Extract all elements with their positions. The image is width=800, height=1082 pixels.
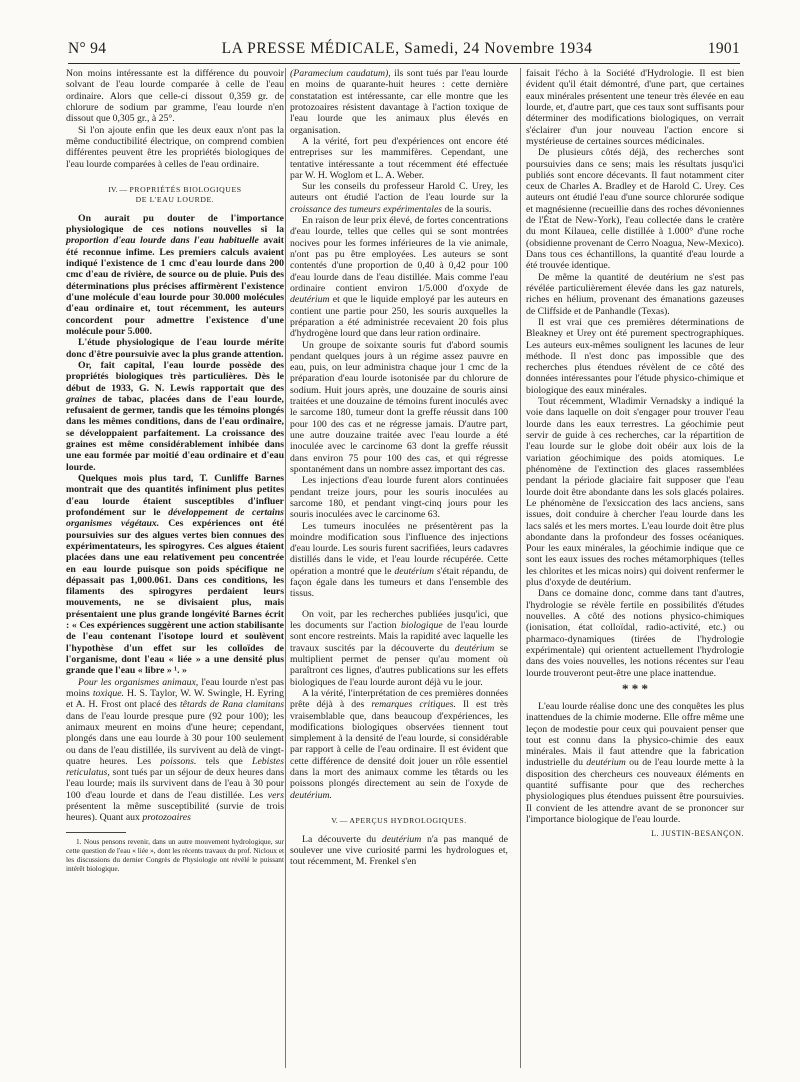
section-separator-stars: * * * (622, 680, 648, 696)
paragraph: Dans ce domaine donc, comme dans tant d'autres, l'hydrologie se révèle fertile en possibilités d'études nouvelles. A côté des notions physico-chimiques (ionisation, état colloïdal, radio-activité, etc.) ou pharmaco-dynamiques (tirées de l'hydrologie expérimentale) qui orientent actuellement l'hydrologie dans des voies nouvelles, les notions récentes sur l'eau lourde trouveront peut-être une place inattendue. (526, 588, 744, 679)
journal-title: LA PRESSE MÉDICALE, Samedi, 24 Novembre 1934 (221, 40, 593, 57)
paragraph: Les tumeurs inoculées ne présentèrent pas la moindre modification sous l'influence des injections d'eau lourde. Les souris furent sacrifiées, leurs cadavres distillés dans le vide, et l'eau lourde récupérée. Cette opération a montré que le deutérium s'était répandu, de façon égale dans les tumeurs et dans l'ensemble des tissus. (290, 520, 508, 600)
page-number: 1901 (707, 40, 740, 57)
section-heading-v: V. — APERÇUS HYDROLOGIQUES. (331, 816, 467, 825)
paragraph: Si l'on ajoute enfin que les deux eaux n'ont pas la même conductibilité électrique, on comprend combien différentes peuvent être les propriétés biologiques de l'eau lourde comparées à celles de l'eau ordinaire. (66, 124, 284, 170)
footnote-rule (66, 832, 126, 833)
paragraph: faisait l'écho à la Société d'Hydrologie. Il est bien évident qu'il était démontré, d'une part, que certaines eaux minérales présentent une teneur très élevée en eau lourde, et, d'autre part, que ces taux sont suffisants pour déterminer des modifications biologiques, on verrait s'éclairer d'un jour nouveau l'action encore si mystérieuse de certaines sources médicinales. (526, 68, 744, 147)
paragraph: On voit, par les recherches publiées jusqu'ici, que les documents sur l'action biologique de l'eau lourde sont encore restreints. Mais la rapidité avec laquelle les travaux suscités par la découverte du deutérium se multiplient permet de penser qu'au moment où paraîtront ces lignes, d'autres publications sur les effets biologiques de l'eau lourde auront déjà vu le jour. (290, 608, 509, 688)
paragraph: L'étude physiologique de l'eau lourde mérite donc d'être poursuivie avec la plus grande attention. (66, 337, 284, 360)
paragraph: Or, fait capital, l'eau lourde possède des propriétés biologiques très particulières. Dès le début de 1933, G. N. Lewis rapportait que des graines de tabac, placées dans de l'eau lourde, refusaient de germer, tandis que les témoins plongés dans les mêmes conditions, dans de l'eau ordinaire, se développaient parfaitement. La croissance des graines est même considérablement inhibée dans une eau formée par moitié d'eau ordinaire et d'eau lourde. (66, 359, 284, 473)
column-1 (66, 68, 284, 873)
issue-number: N° 94 (68, 40, 107, 57)
paragraph: A la vérité, l'interprétation de ces premières données prête déjà à des remarques critiques. Il est très vraisemblable que, dans beaucoup d'expériences, les modifications biologiques observées tiennent tout simplement à la densité de l'eau lourde, si considérable par rapport à celle de l'eau ordinaire. Il est évident que cette différence de densité doit jouer un rôle essentiel dans la mort des animaux comme les têtards ou les poissons plongés directement au sein de l'oxyde de deutérium. (290, 687, 508, 801)
paragraph: (Paramecium caudatum), ils sont tués par l'eau lourde en moins de quarante-huit heures : cette dernière constatation est intéressante, car elle montre que les protozoaires résistent davantage à l'action toxique de l'eau lourde que les animaux plus élevés en organisation. (290, 68, 508, 136)
section-heading-iv: IV. — PROPRIÉTÉS BIOLOGIQUES DE L'EAU LOURDE. (108, 184, 242, 205)
paragraph: Pour les organismes animaux, l'eau lourde n'est pas moins toxique. H. S. Taylor, W. W. Swingle, H. Eyring et A. H. Frost ont placé des têtards de Rana clamitans dans de l'eau lourde presque pure (92 pour 100); les animaux meurent en moins d'une heure; cependant, plongés dans une eau lourde à 30 pour 100 seulement ou dans de l'eau distillée, ils survivent au delà de vingt-quatre heures. Les poissons. tels que Lebistes reticulatus, sont tués par un séjour de deux heures dans l'eau lourde; mais ils survivent dans de l'eau à 30 pour 100 d'eau lourde et dans de l'eau distillée. Les vers présentent la même susceptibilité (survie de trois heures). Quant aux protozoaires (66, 676, 285, 824)
paragraph: La découverte du deutérium n'a pas manqué de soulever une vive curiosité parmi les hydrologues et, tout récemment, M. Frenkel s'en (290, 833, 508, 868)
footnote: 1. Nous pensons revenir, dans un autre mouvement hydrologique, sur cette question de l'eau « liée », dont les récents travaux du prof. Nicloux et les discussions du dernier Congrès de Physiologie ont révélé le puissant intérêt biologique. (66, 836, 284, 873)
paragraph: Un groupe de soixante souris fut d'abord soumis pendant quelques jours à un régime assez pauvre en eau, puis, on leur administra chaque jour 1 cmc de la préparation d'eau lourde isotonisée par du chlorure de sodium. Huit jours après, une douzaine de souris ainsi traitées et une douzaine de témoins furent inoculés avec le sarcome 180, tumeur dont la greffe réussit dans 100 pour 100 des cas et ne régresse jamais. D'autre part, une autre douzaine traitée avec l'eau lourde a été inoculée avec le carcinome 63 dont la greffe réussit dans environ 75 pour 100 des cas, et qui régresse spontanément dans un nombre assez important des cas. (290, 339, 508, 475)
column-rule-2 (520, 68, 521, 1068)
paragraph: Il est vrai que ces premières déterminations de Bleakney et Urey ont été purement spectrographiques. Les auteurs eux-mêmes soulignent les lacunes de leur méthode. Il n'est donc pas impossible que des recherches plus étendues révèlent de ce côté des données intéressantes pour l'étude physico-chimique et biologique des eaux minérales. (526, 316, 744, 396)
paragraph: Quelques mois plus tard, T. Cunliffe Barnes montrait que des quantités infiniment plus petites d'eau lourde étaient susceptibles d'influer profondément sur le développement de certains organismes végétaux. Ces expériences ont été poursuivies sur des algues vertes bien connues des expérimentateurs, les spirogyres. Ces algues étaient placées dans une eau relativement peu concentrée en eau lourde puisque son poids spécifique ne dépassait pas 1,000.061. Dans ces conditions, les filaments des spirogyres perdaient leurs mouvements, ne se divisaient plus, mais présentaient une plus grande longévité Barnes écrit : « Ces expériences suggèrent une action stabilisante de l'eau contenant l'isotope lourd et soulèvent l'hypothèse d'un effet sur les colloïdes de l'organisme, dont l'eau « liée » a une densité plus grande que l'eau « libre » ¹. » (66, 473, 284, 677)
column-2 (290, 68, 508, 867)
column-rule-1 (285, 68, 286, 1068)
paragraph: A la vérité, fort peu d'expériences ont encore été entreprises sur les mammifères. Cependant, une tentative intéressante a tout récemment été effectuée par W. H. Woglom et L. A. Weber. (290, 135, 508, 181)
page-header (68, 40, 740, 64)
paragraph: En raison de leur prix élevé, de fortes concentrations d'eau lourde, telles que celles qui se sont montrées nocives pour les formes inférieures de la vie animale, n'ont pas pu être employées. Les auteurs se sont contentés d'une proportion de 0,40 à 0,42 pour 100 d'eau lourde dans de l'eau distillée. Mais comme l'eau ordinaire contient environ 1/5.000 d'oxyde de deutérium et que le liquide employé par les auteurs en contient une partie pour 250, les souris auxquelles la préparation a été administrée recevaient 20 fois plus d'hydrogène lourd que dans leur ration ordinaire. (290, 215, 508, 340)
author-signature: L. JUSTIN-BESANÇON. (651, 829, 744, 839)
paragraph: Les injections d'eau lourde furent alors continuées pendant treize jours, pour les souris inoculées au sarcome 180, et pendant vingt-cinq jours pour les souris inoculées avec le carcinome 63. (290, 475, 508, 521)
paragraph: Sur les conseils du professeur Harold C. Urey, les auteurs ont étudié l'action de l'eau lourde sur la croissance des tumeurs expérimentales de la souris. (290, 181, 508, 215)
column-3 (526, 68, 744, 840)
paragraph: De même la quantité de deutérium ne s'est pas révélée particulièrement élevée dans les gaz naturels, riches en hélium, provenant des émanations gazeuses de Cliffside et de Panhandle (Texas). (526, 271, 744, 317)
paragraph: De plusieurs côtés déjà, des recherches sont poursuivies dans ce sens; mais les résultats jusqu'ici publiés sont encore décevants. Il faut notamment citer ceux de Charles A. Bradley et de Harold C. Urey. Ces auteurs ont étudié l'eau d'une source chlorurée sodique et magnésienne (recueillie dans des roches dévoniennes de l'État de New-York), l'eau collectée dans le cratère du mont Kilauea, celle distillée à 1.000° d'une roche (obsidienne provenant de Cerro Noagua, New-Mexico). Dans tous ces échantillons, la quantité d'eau lourde a été trouvée identique. (526, 147, 744, 272)
paragraph: Tout récemment, Wladimir Vernadsky a indiqué la voie dans laquelle on doit s'engager pour trouver l'eau lourde dans les eaux terrestres. La géochimie peut servir de guide à ces recherches, car la répartition de l'eau lourde sur le globe doit obéir aux lois de la variation géochimique des poids atomiques. Le phénomène de l'extinction des glaces rassemblées pendant la période glaciaire fait supposer que l'eau lourde doit être abondante dans les sols glacés polaires. Le phénomène de l'exsiccation des lacs anciens, sans issues, doit conduire à chercher l'eau lourde dans les lacs salés et les mers mortes. L'eau lourde doit être plus abondante dans la profondeur des fosses océaniques. Pour les eaux minérales, la géochimie indique que ce sont les eaux issues des roches métamorphiques (telles les chlorites et les micas noirs) qui doivent renfermer le plus d'oxyde de deutérium. (526, 396, 744, 589)
paragraph: L'eau lourde réalise donc une des conquêtes les plus inattendues de la chimie moderne. Elle offre même une leçon de modestie pour ceux qui pouvaient penser que tout est connu dans la physico-chimie des eaux minérales. Mais il faut attendre que la fabrication industrielle du deutérium ou de l'eau lourde mette à la disposition des chercheurs ces nouveaux éléments en quantité suffisante pour que des recherches physiologiques plus étendues puissent être poursuivies. Il convient de les attendre avant de se prononcer sur l'importance biologique de l'eau lourde. (526, 700, 744, 825)
paragraph: On aurait pu douter de l'importance physiologique de ces notions nouvelles si la proportion d'eau lourde dans l'eau habituelle avait été reconnue infime. Les premiers calculs avaient indiqué l'existence de 1 cmc d'eau lourde dans 200 cmc d'eau de rivière, de source ou de pluie. Puis des déterminations plus précises affirmèrent l'existence d'une molécule d'eau lourde pour 30.000 molécules d'eau ordinaire et, tout récemment, les auteurs concordent pour admettre l'existence d'une molécule pour 5.000. (66, 212, 284, 337)
paragraph: Non moins intéressante est la différence du pouvoir solvant de l'eau lourde comparée à celle de l'eau ordinaire. Alors que celle-ci dissout 0,359 gr. de chlorure de sodium par gramme, l'eau lourde n'en dissout que 0,305 gr., à 25°. (66, 68, 284, 125)
header-rule (68, 63, 740, 64)
